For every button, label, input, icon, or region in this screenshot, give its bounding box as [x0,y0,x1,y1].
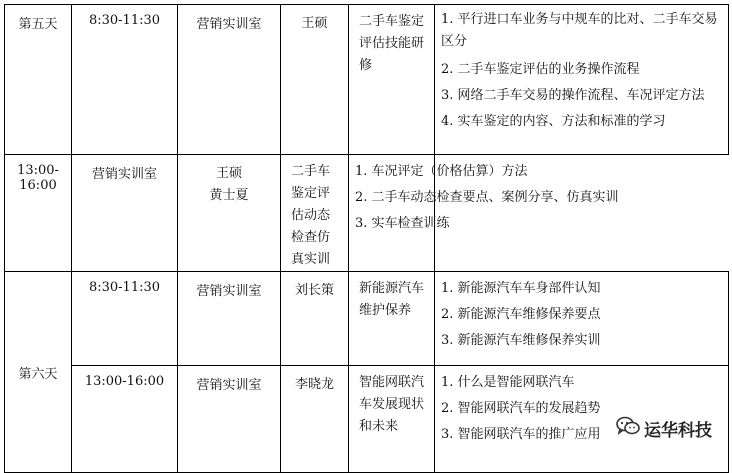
schedule-table [4,4,729,473]
content-cell [435,5,729,155]
course-title: 新能源汽车维护保养 [359,281,425,318]
course-cell [349,5,435,155]
day-cell [5,272,72,473]
course-cell [281,155,349,272]
content-cell [435,272,729,366]
room-cell [178,366,281,473]
content-item: 2. 智能网联汽车的发展趋势 [441,401,601,416]
content-item: 1. 什么是智能网联汽车 [441,375,575,390]
course-cell [349,366,435,473]
day-label: 第六天 [18,366,58,382]
wechat-icon [616,416,640,441]
teacher-cell [281,366,349,473]
room-cell [178,5,281,155]
teacher-name: 王硕 [301,16,328,31]
content-cell [349,155,619,272]
course-title: 智能网联汽车发展现状和未来 [359,375,425,434]
room-label: 营销实训室 [91,167,157,182]
content-item: 2. 二手车鉴定评估的业务操作流程 [441,62,640,77]
time-label: 8:30-11:30 [88,280,161,295]
time-cell [72,272,178,366]
room-label: 营销实训室 [196,284,262,299]
content-item: 2. 二手车动态检查要点、案例分享、仿真实训 [355,190,619,205]
content-item: 1. 新能源汽车车身部件认知 [441,281,601,296]
time-cell [5,155,72,272]
room-cell [178,272,281,366]
content-item: 3. 新能源汽车维修保养实训 [441,333,601,348]
time-label: 13:00-16:00 [17,163,59,193]
room-label: 营销实训室 [196,17,262,32]
watermark [616,416,712,441]
table-row [5,272,729,366]
course-title: 二手车鉴定评估动态检查仿真实训 [291,164,331,267]
content-item: 3. 实车检查训练 [355,216,450,231]
content-item: 1. 平行进口车业务与中规车的比对、二手车交易区分 [441,12,718,49]
content-item: 2. 新能源汽车维修保养要点 [441,307,601,322]
teacher-cell [281,272,349,366]
teacher-name: 刘长策 [294,283,334,298]
time-label: 13:00-16:00 [84,374,165,389]
content-item: 1. 车况评定（价格估算）方法 [355,164,528,179]
teacher-cell [281,5,349,155]
teacher-name: 王硕 [215,166,242,181]
day-cell [5,5,72,155]
room-label: 营销实训室 [196,378,262,393]
course-cell [349,272,435,366]
table-row [5,5,729,155]
time-cell [72,5,178,155]
table-row [5,155,729,272]
time-cell [72,366,178,473]
teacher-name: 黄士夏 [209,188,249,203]
course-title: 二手车鉴定评估技能研修 [359,14,425,73]
teacher-cell [178,155,281,272]
room-cell [72,155,178,272]
day-label: 第五天 [18,17,58,32]
watermark-text: 运华科技 [644,421,712,441]
content-item: 3. 网络二手车交易的操作流程、车况评定方法 [441,88,705,103]
content-item: 3. 智能网联汽车的推广应用 [441,427,601,442]
teacher-name: 李晓龙 [294,377,334,392]
time-label: 8:30-11:30 [88,13,161,28]
content-item: 4. 实车鉴定的内容、方法和标准的学习 [441,114,666,129]
